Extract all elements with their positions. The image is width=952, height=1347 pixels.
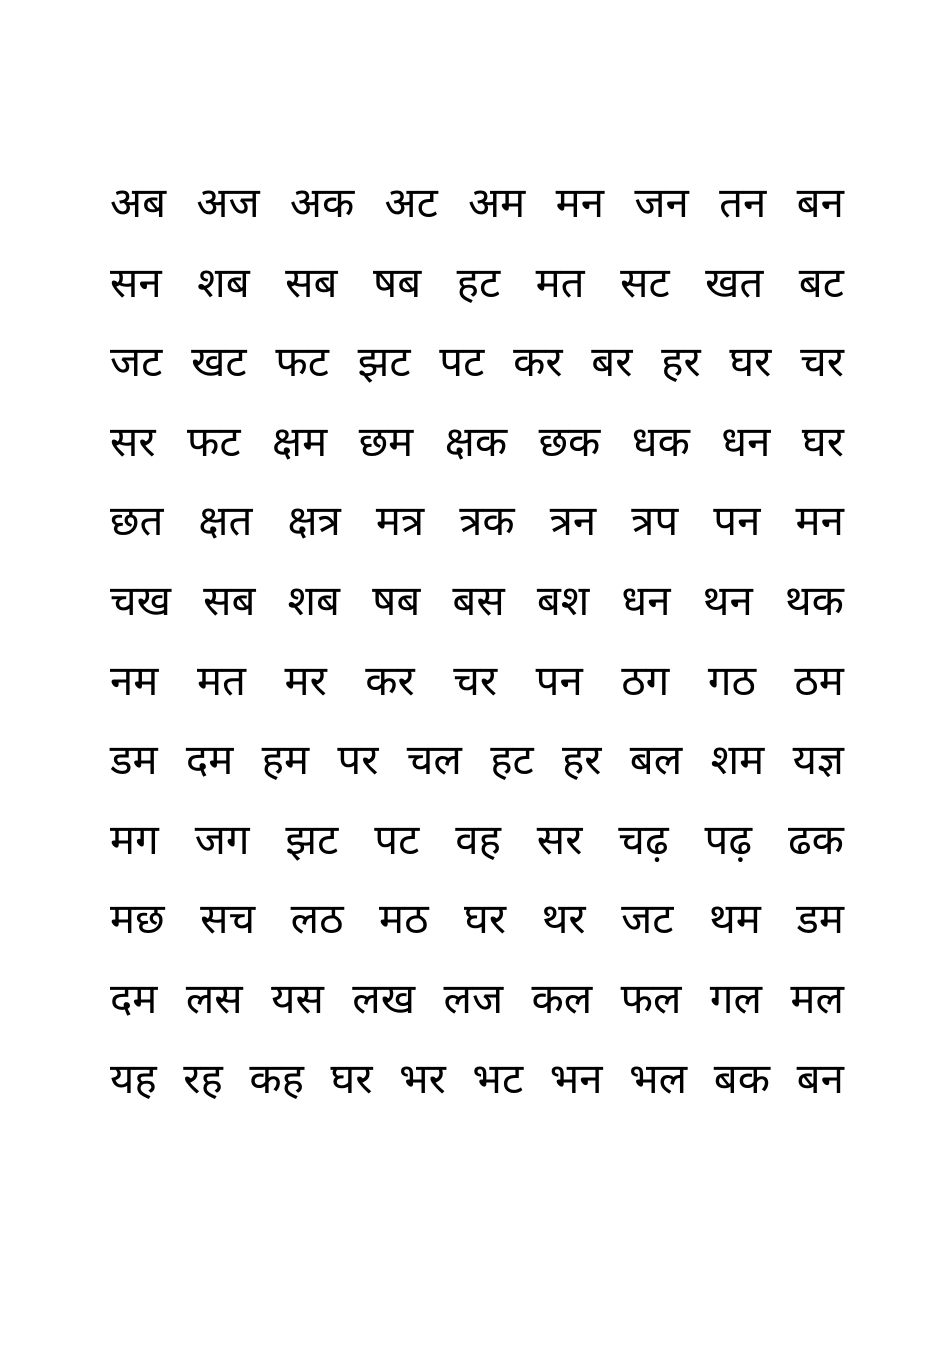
word: शब <box>287 575 341 625</box>
word: दम <box>185 735 234 785</box>
word: मर <box>284 655 327 705</box>
word: त्रप <box>631 496 679 546</box>
word: हट <box>490 735 534 785</box>
word: जट <box>110 337 163 387</box>
word: चर <box>453 655 498 705</box>
word: जन <box>634 178 689 227</box>
word: थन <box>702 575 753 625</box>
word: कह <box>249 1053 304 1103</box>
word: बर <box>591 337 633 387</box>
word-row <box>110 641 844 721</box>
word: धक <box>631 416 690 466</box>
word: झट <box>285 814 339 864</box>
word: रह <box>183 1053 223 1103</box>
word: कर <box>365 655 415 705</box>
word: छत <box>110 496 164 546</box>
word-row <box>110 1039 844 1119</box>
word: धन <box>721 416 771 466</box>
word: यज्ञ <box>792 735 844 785</box>
word: अज <box>196 178 260 227</box>
word: कल <box>531 973 593 1023</box>
word: सर <box>536 814 583 864</box>
word: फल <box>620 973 682 1023</box>
word: डम <box>796 894 844 944</box>
word: घर <box>801 416 844 466</box>
word-row <box>110 481 844 561</box>
word-row <box>110 561 844 641</box>
word: मल <box>790 973 844 1023</box>
word: मन <box>795 496 844 546</box>
word: ठग <box>621 655 670 705</box>
word: घर <box>729 337 772 387</box>
word: बल <box>629 735 683 785</box>
word: झट <box>357 337 411 387</box>
word: क्षम <box>272 416 328 466</box>
word: शम <box>710 735 765 785</box>
word: ढक <box>787 814 844 864</box>
word: कर <box>513 337 563 387</box>
word: पन <box>713 496 761 546</box>
word: मठ <box>379 894 429 944</box>
word: हर <box>562 735 602 785</box>
word: पर <box>337 735 379 785</box>
word: सच <box>200 894 256 944</box>
word: मत्र <box>375 496 425 546</box>
word-grid <box>110 163 844 1118</box>
word: बन <box>796 1053 844 1103</box>
word: बस <box>452 575 505 625</box>
word: हम <box>261 735 310 785</box>
word: गठ <box>707 655 756 705</box>
word: पढ़ <box>704 814 753 864</box>
word: शब <box>197 257 250 307</box>
word: मन <box>555 178 605 227</box>
word: चढ़ <box>618 814 669 864</box>
word: सन <box>110 257 162 307</box>
word: अम <box>468 178 526 227</box>
word: जट <box>621 894 674 944</box>
word: खट <box>191 337 247 387</box>
word: मछ <box>110 894 165 944</box>
word: नम <box>110 655 159 705</box>
word: घर <box>464 894 507 944</box>
word-row <box>110 959 844 1039</box>
word: मत <box>535 257 585 307</box>
word: चख <box>110 575 172 625</box>
word: छक <box>538 416 601 466</box>
word: पन <box>535 655 583 705</box>
word: वह <box>455 814 501 864</box>
word: हट <box>456 257 501 307</box>
word: मत <box>196 655 246 705</box>
word: सब <box>285 257 338 307</box>
word: धन <box>621 575 671 625</box>
word: पट <box>374 814 420 864</box>
word: क्षत्र <box>287 496 341 546</box>
word: क्षक <box>444 416 508 466</box>
word: लठ <box>290 894 344 944</box>
word: सट <box>620 257 670 307</box>
word-row <box>110 243 844 323</box>
word: थर <box>541 894 586 944</box>
word: सब <box>203 575 256 625</box>
word: भल <box>629 1053 688 1103</box>
word: भन <box>549 1053 603 1103</box>
word: भट <box>472 1053 524 1103</box>
word: थम <box>708 894 761 944</box>
word: गल <box>709 973 762 1023</box>
word: ठम <box>794 655 844 705</box>
word: लस <box>185 973 243 1023</box>
word: पट <box>439 337 485 387</box>
word: बट <box>798 257 844 307</box>
word: चल <box>406 735 462 785</box>
word-row <box>110 800 844 880</box>
word: लख <box>352 973 416 1023</box>
word-row <box>110 879 844 959</box>
word: डम <box>110 735 158 785</box>
word: चर <box>800 337 844 387</box>
word-row <box>110 720 844 800</box>
word: खत <box>705 257 764 307</box>
word: यस <box>271 973 324 1023</box>
word: सर <box>110 416 156 466</box>
word: बक <box>713 1053 771 1103</box>
word: त्रक <box>459 496 515 546</box>
word-row <box>110 322 844 402</box>
word: जग <box>194 814 250 864</box>
word: छम <box>358 416 414 466</box>
word: तन <box>719 178 767 227</box>
word: अब <box>110 178 167 227</box>
word: त्रन <box>549 496 597 546</box>
word-row <box>110 163 844 243</box>
word: फट <box>187 416 241 466</box>
word: मग <box>110 814 159 864</box>
word: यह <box>110 1053 157 1103</box>
word: बश <box>536 575 590 625</box>
word: लज <box>443 973 504 1023</box>
word: क्षत <box>198 496 253 546</box>
word: अट <box>384 178 438 227</box>
word: षब <box>372 257 422 307</box>
word: बन <box>796 178 844 227</box>
word: थक <box>784 575 844 625</box>
word: अक <box>289 178 355 227</box>
word: दम <box>110 973 158 1023</box>
word: फट <box>275 337 329 387</box>
word: भर <box>399 1053 446 1103</box>
word: षब <box>372 575 421 625</box>
word: हर <box>661 337 701 387</box>
word: घर <box>330 1053 373 1103</box>
word-row <box>110 402 844 482</box>
